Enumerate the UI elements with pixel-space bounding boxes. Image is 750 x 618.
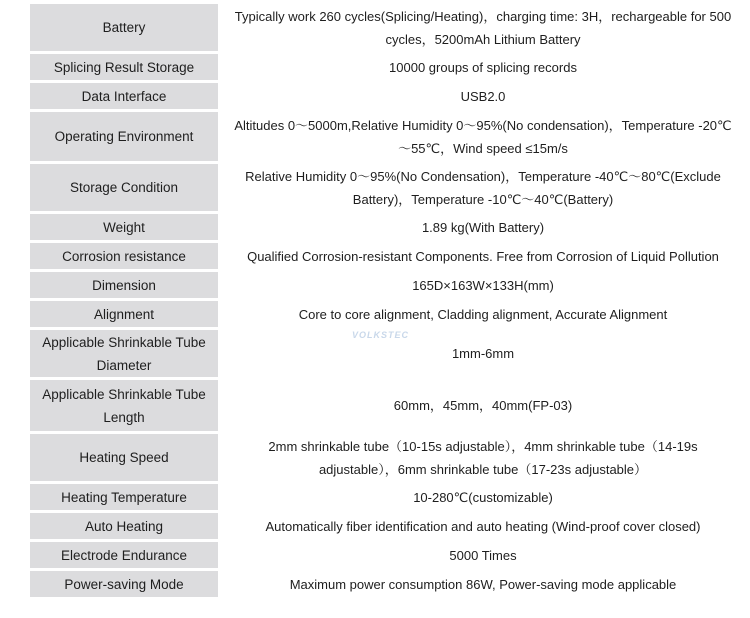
spec-row-auto-heating	[0, 513, 750, 539]
spec-row-data-interface	[0, 83, 750, 109]
spec-label: Battery	[30, 4, 218, 51]
spec-value: Automatically fiber identification and auto heating (Wind-proof cover closed)	[265, 518, 701, 534]
spec-value: 165D×163W×133H(mm)	[412, 277, 554, 293]
spec-label: Corrosion resistance	[30, 243, 218, 269]
spec-value: 10000 groups of splicing records	[389, 59, 577, 75]
spec-value: Altitudes 0～5000m,Relative Humidity 0～95%(No condensation)，Temperature -20℃～55℃，Wind speed ≤15m/s	[234, 117, 732, 156]
spec-row-heating-temperature	[0, 484, 750, 510]
spec-value: 10-280℃(customizable)	[413, 489, 553, 505]
spec-row-weight	[0, 214, 750, 240]
spec-label: Dimension	[30, 272, 218, 298]
spec-label: Applicable Shrinkable Tube Diameter	[30, 330, 218, 377]
spec-value: Qualified Corrosion-resistant Components. Free from Corrosion of Liquid Pollution	[247, 248, 719, 264]
spec-label: Splicing Result Storage	[30, 54, 218, 80]
watermark-logo: VOLKSTEC	[352, 330, 410, 340]
spec-value: 5000 Times	[449, 547, 517, 563]
spec-label: Heating Speed	[30, 434, 218, 481]
spec-label: Applicable Shrinkable Tube Length	[30, 380, 218, 431]
spec-row-heating-speed	[0, 434, 750, 481]
spec-label: Auto Heating	[30, 513, 218, 539]
spec-row-dimension	[0, 272, 750, 298]
spec-label: Weight	[30, 214, 218, 240]
spec-label: Data Interface	[30, 83, 218, 109]
spec-label: Storage Condition	[30, 164, 218, 211]
spec-row-alignment	[0, 301, 750, 327]
spec-value: 1mm-6mm	[451, 346, 515, 361]
spec-value: 1.89 kg(With Battery)	[421, 219, 545, 235]
spec-value: USB2.0	[460, 88, 506, 104]
spec-row-storage-condition	[0, 164, 750, 211]
spec-row-splicing-storage	[0, 54, 750, 80]
spec-value: Maximum power consumption 86W, Power-saving mode applicable	[289, 576, 677, 592]
spec-label: Heating Temperature	[30, 484, 218, 510]
spec-value: Relative Humidity 0～95%(No Condensation)，Temperature -40℃～80℃(Exclude Battery)，Temperature -10℃～40℃(Battery)	[245, 168, 721, 207]
spec-row-operating-environment	[0, 112, 750, 161]
spec-row-corrosion-resistance	[0, 243, 750, 269]
spec-value: Core to core alignment, Cladding alignment, Accurate Alignment	[298, 306, 668, 322]
spec-label: Alignment	[30, 301, 218, 327]
spec-row-electrode-endurance	[0, 542, 750, 568]
spec-label: Electrode Endurance	[30, 542, 218, 568]
spec-value: 2mm shrinkable tube（10-15s adjustable），4mm shrinkable tube（14-19s adjustable），6mm shrinkable tube（17-23s adjustable）	[268, 438, 698, 477]
spec-label: Power-saving Mode	[30, 571, 218, 597]
spec-row-tube-length	[0, 380, 750, 431]
spec-value: Typically work 260 cycles(Splicing/Heating)，charging time: 3H，rechargeable for 500 cycles，5200mAh Lithium Battery	[234, 8, 732, 47]
spec-label: Operating Environment	[30, 112, 218, 161]
spec-row-power-saving	[0, 571, 750, 597]
spec-row-battery	[0, 4, 750, 51]
spec-value: 60mm，45mm，40mm(FP-03)	[393, 398, 573, 413]
